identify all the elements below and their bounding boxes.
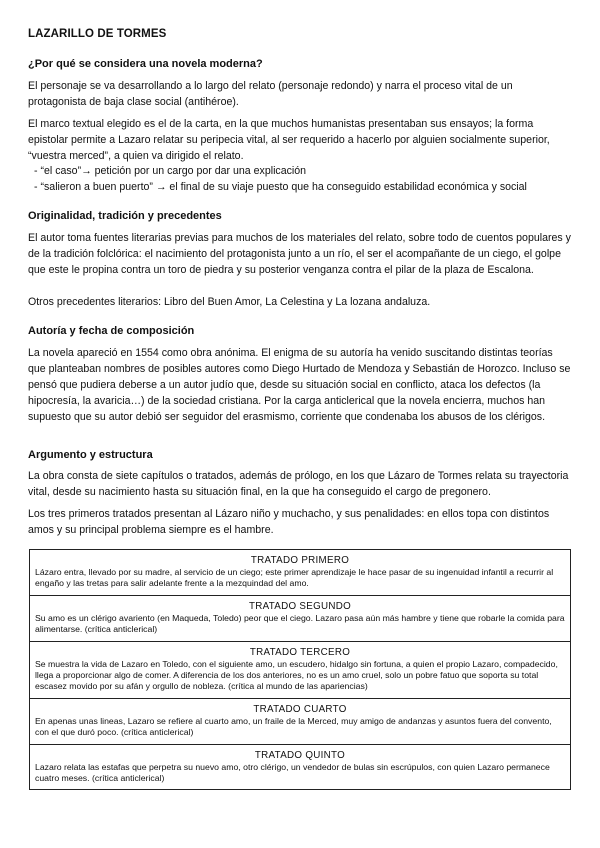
bullet-item: - “salieron a buen puerto” → el final de su viaje puesto que ha conseguido estabilidad económica y social xyxy=(34,181,527,193)
tratado-box xyxy=(30,596,570,642)
tratado-title: TRATADO TERCERO xyxy=(249,646,351,658)
tratado-box xyxy=(30,642,570,699)
tratado-box xyxy=(30,745,570,790)
tratado-box xyxy=(30,699,570,745)
paragraph: El marco textual elegido es el de la carta, en la que muchos humanistas presentaban sus ensayos; la forma epistolar permite a Lazaro relatar su peripecia vital, al ser requerido a hacerlo por alguien socialmente superior, “vuestra merced”, a quien va dirigido el relato. xyxy=(28,118,550,162)
paragraph: La obra consta de siete capítulos o tratados, además de prólogo, en los que Lázaro de Tormes relata su trayectoria vital, desde su nacimiento hasta su situación final, en la que ha conseguido el cargo de pregonero. xyxy=(28,470,569,498)
tratado-text: Lazaro relata las estafas que perpetra su nuevo amo, otro clérigo, un vendedor de bulas sin escrúpulos, con quien Lazaro permanece cuatro meses. (crítica anticlerical) xyxy=(35,761,550,784)
tratado-text: Lázaro entra, llevado por su madre, al servicio de un ciego; este primer aprendizaje le hace pasar de su ingenuidad infantil a recurrir al engaño y las tretas para salir adelante frente a la mezquindad del amo. xyxy=(35,567,554,589)
tratado-title: TRATADO QUINTO xyxy=(254,749,346,761)
section-heading-originalidad: Originalidad, tradición y precedentes xyxy=(28,210,222,222)
section-heading-argumento: Argumento y estructura xyxy=(28,449,153,461)
tratado-text: En apenas unas lineas, Lazaro se refiere al cuarto amo, un fraile de la Merced, muy amigo de andanzas y asuntos fuera del convento, con el que duró poco. (crítica anticlerical) xyxy=(35,715,552,738)
tratado-title: TRATADO SEGUNDO xyxy=(248,600,352,612)
paragraph: El autor toma fuentes literarias previas para muchos de los materiales del relato, sobre todo de cuentos populares y de la tradición folclórica: el nacimiento del protagonista junto a un río, el ser el acompañante de un ciego, el golpe que este le propina contra un toro de piedra y su posterior venganza contra el pilar de la plaza de Escalona. xyxy=(28,232,571,276)
paragraph: La novela apareció en 1554 como obra anónima. El enigma de su autoría ha venido suscitando distintas teorías que planteaban nombres de posibles autores como Diego Hurtado de Mendoza y Sebastián de Horozco. Incluso se pensó que pudiera deberse a un autor judío que, desde su situación social en conflicto, ataca los defectos (la hipocresía, la avaricia…) de la sociedad cristiana. Por la carga anticlerical que la novela encierra, muchos han supuesto que su autor debió ser seguidor del erasmismo, corriente que condenaba los abusos de los clérigos. xyxy=(28,347,571,423)
paragraph: Los tres primeros tratados presentan al Lázaro niño y muchacho, y sus penalidades: en ellos topa con distintos amos y su principal problema siempre es el hambre. xyxy=(28,508,550,536)
document-title: LAZARILLO DE TORMES xyxy=(28,28,167,40)
tratados-table xyxy=(29,549,571,790)
bullet-item: - “el caso”→ petición por un cargo por dar una explicación xyxy=(34,165,307,177)
paragraph: Otros precedentes literarios: Libro del Buen Amor, La Celestina y La lozana andaluza. xyxy=(28,296,431,308)
tratado-box xyxy=(30,550,570,596)
tratado-text: Su amo es un clérigo avariento (en Maqueda, Toledo) peor que el ciego. Lazaro pasa aún más hambre y tiene que robarle la comida para alimentarse. (crítica anticlerical) xyxy=(35,612,565,635)
tratado-title: TRATADO CUARTO xyxy=(253,703,347,715)
paragraph: El personaje se va desarrollando a lo largo del relato (personaje redondo) y narra el proceso vital de un protagonista de baja clase social (antihéroe). xyxy=(28,80,513,108)
section-heading-novela-moderna: ¿Por qué se considera una novela moderna? xyxy=(28,58,263,70)
tratado-text: Se muestra la vida de Lazaro en Toledo, con el siguiente amo, un escudero, hidalgo sin fortuna, a quien el propio Lazaro, compadecido, llega a proporcionar algo de comer. A diferencia de los dos anteriores, no es un amo cruel, solo un pobre fatuo que soporta su total escasez movido por su afán y orgullo de nobleza. (crítica al mundo de las apariencias) xyxy=(35,658,558,692)
tratado-title: TRATADO PRIMERO xyxy=(250,555,350,566)
section-heading-autoria: Autoría y fecha de composición xyxy=(28,325,195,337)
